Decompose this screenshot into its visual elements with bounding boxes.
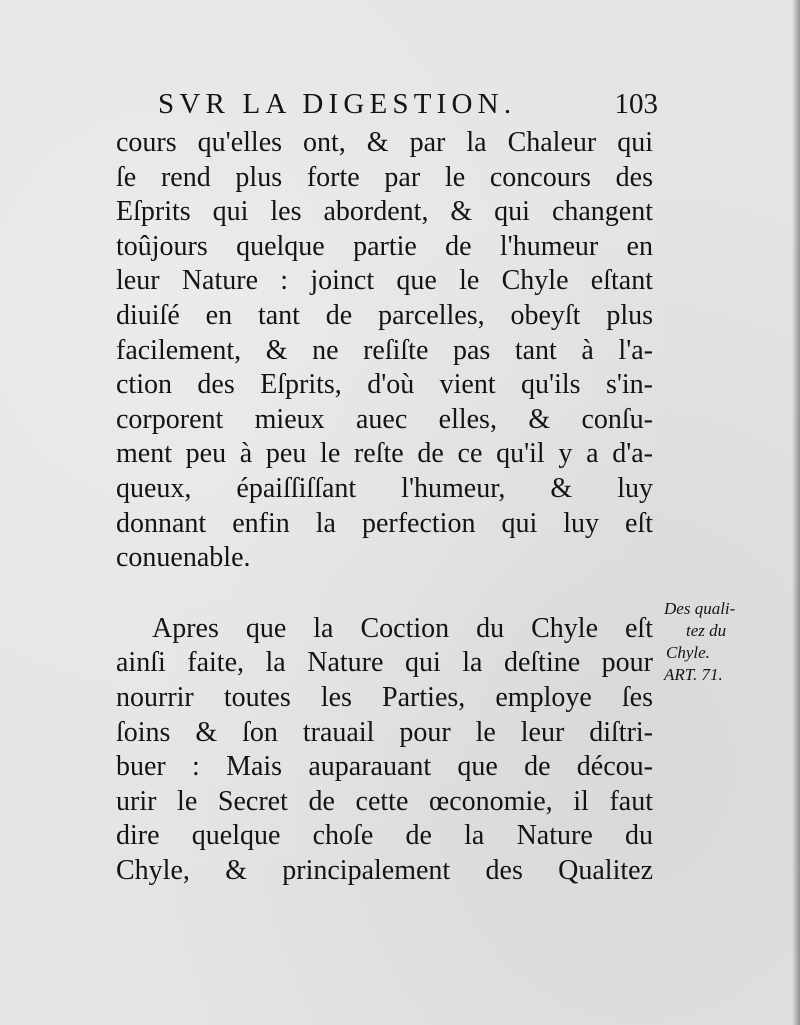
text-line: leur Nature : joinct que le Chyle eſtant [116,265,653,297]
page-header [158,84,658,124]
text-line: Eſprits qui les abordent, & qui changent [116,196,653,228]
text-line: ſe rend plus forte par le concours des [116,161,653,193]
text-line: ainſi faite, la Nature qui la deſtine pour [116,647,653,679]
text-line: nourrir toutes les Parties, employe ſes [116,681,653,713]
text-line: urir le Secret de cette œconomie, il faut [116,785,653,817]
text-line: toûjours quelque partie de l'humeur en [116,230,653,262]
text-line: conuenable. [116,542,251,574]
text-line: Apres que la Coction du Chyle eſt [152,612,653,644]
text-line: ction des Eſprits, d'où vient qu'ils s'in- [116,369,653,401]
text-line: buer : Mais auparauant que de décou- [116,751,653,783]
page-edge-shadow [792,0,800,1025]
margin-note [664,598,774,686]
text-line: queux, épaiſſiſſant l'humeur, & luy [116,472,653,504]
text-line: ment peu à peu le reſte de ce qu'il y a d'a- [116,438,653,470]
text-line: Chyle, & principalement des Qualitez [116,854,653,886]
margin-note-line: Chyle. [666,643,710,662]
margin-note-line: Des quali- [664,599,736,618]
text-line: corporent mieux auec elles, & conſu- [116,403,653,435]
text-line: diuiſé en tant de parcelles, obeyſt plus [116,299,653,331]
text-line: ſoins & ſon trauail pour le leur diſtri- [116,716,653,748]
text-line: donnant enfin la perfection qui luy eſt [116,507,653,539]
text-line: cours qu'elles ont, & par la Chaleur qui [116,127,653,158]
text-line: dire quelque choſe de la Nature du [116,820,653,852]
margin-note-article: ART. 71. [664,665,723,684]
running-head: SVR LA DIGESTION. [158,88,517,120]
page-number: 103 [614,88,658,120]
margin-note-line: tez du [686,621,727,640]
text-line: facilement, & ne reſiſte pas tant à l'a- [116,334,653,366]
paragraph-break [116,576,653,612]
body-text [116,126,653,888]
